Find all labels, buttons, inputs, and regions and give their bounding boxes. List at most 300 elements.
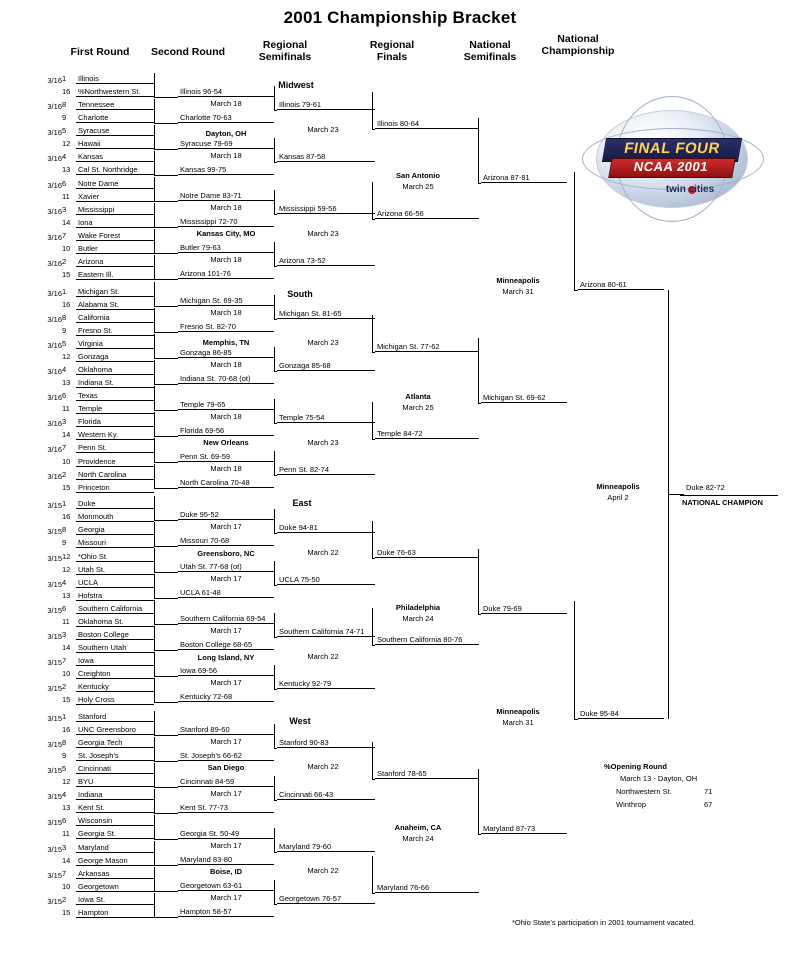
first-round-site: Kansas City, MO [196, 229, 256, 238]
connector-line [274, 138, 275, 162]
team-seed: 9 [62, 113, 67, 123]
second-round-score: Georgetown 63-61 [178, 880, 274, 891]
second-round-score: Florida 69-56 [178, 425, 274, 436]
second-round-date: March 17 [210, 678, 242, 687]
connector-line [154, 334, 155, 358]
connector-line [274, 509, 275, 533]
connector-line [274, 399, 275, 423]
connector-line [154, 227, 178, 228]
regional-final-site: Atlanta [405, 392, 431, 401]
first-round-team: Gonzaga [76, 351, 154, 362]
second-round-score: North Carolina 70-48 [178, 477, 274, 488]
column-header-4 [445, 39, 535, 63]
connector-line [274, 451, 275, 475]
first-round-team: Western Ky. [76, 429, 154, 440]
champion-label: NATIONAL CHAMPION [682, 498, 763, 507]
team-seed: 7 [62, 230, 67, 240]
connector-line [574, 172, 575, 290]
first-round-team: Charlotte [76, 112, 154, 123]
connector-line [574, 601, 575, 719]
first-round-team: Hawaii [76, 138, 154, 149]
connector-line [154, 841, 155, 865]
first-round-team: North Carolina [76, 469, 154, 480]
second-round-date: March 18 [210, 308, 242, 317]
regional-final-score: Maryland 76-66 [375, 882, 479, 893]
first-round-date: 3/16 [47, 102, 62, 112]
column-header-2 [240, 39, 330, 63]
team-seed: 10 [62, 243, 71, 253]
first-round-team: Eastern Ill. [76, 269, 154, 280]
team-seed: 14 [62, 855, 71, 865]
second-round-date: March 17 [210, 893, 242, 902]
championship-game-score: Duke 95-84 [578, 708, 664, 719]
semifinal-site: Minneapolis [496, 707, 540, 716]
final-four-logo [596, 110, 748, 208]
second-round-score: Charlotte 70-63 [178, 112, 274, 123]
connector-line [478, 549, 479, 614]
team-seed: 12 [62, 551, 71, 561]
first-round-team: Florida [76, 416, 154, 427]
connector-line [154, 546, 178, 547]
connector-line [274, 585, 277, 586]
connector-line [154, 410, 178, 411]
connector-line [154, 548, 155, 572]
connector-line [154, 761, 178, 762]
connector-line [154, 787, 178, 788]
connector-line [154, 436, 178, 437]
first-round-team: Boston College [76, 629, 154, 640]
first-round-team: Stanford [76, 711, 154, 722]
connector-line [154, 386, 155, 410]
connector-line [372, 645, 375, 646]
regional-semifinal-score: Maryland 79-60 [277, 841, 375, 852]
regional-semifinal-score: Mississippi 59-56 [277, 203, 375, 214]
connector-line [154, 332, 178, 333]
connector-line [154, 308, 155, 332]
connector-line [154, 358, 178, 359]
second-round-score: Butler 79-63 [178, 242, 274, 253]
first-round-team: BYU [76, 776, 154, 787]
first-round-date: 3/16 [47, 206, 62, 216]
first-round-team: UNC Greensboro [76, 724, 154, 735]
logo-ncaa-text: NCAA 2001 [632, 159, 710, 174]
first-round-date: 3/15 [47, 713, 62, 723]
opening-round-site: March 13 - Dayton, OH [620, 774, 698, 783]
team-seed: 16 [62, 724, 71, 734]
connector-line [372, 129, 375, 130]
connector-line [274, 475, 277, 476]
regional-final-date: March 25 [402, 182, 434, 191]
first-round-date: 3/15 [47, 605, 62, 615]
semifinal-date: March 31 [502, 287, 534, 296]
first-round-team: Tennessee [76, 99, 154, 110]
connector-line [154, 462, 178, 463]
first-round-date: 3/16 [47, 288, 62, 298]
second-round-score: UCLA 61-48 [178, 587, 274, 598]
connector-line [154, 412, 155, 436]
second-round-score: Kentucky 72-68 [178, 691, 274, 702]
second-round-score: Gonzaga 86-85 [178, 347, 274, 358]
first-round-team: Maryland [76, 842, 154, 853]
regional-final-date: March 25 [402, 403, 434, 412]
connector-line [154, 123, 178, 124]
connector-line [154, 572, 178, 573]
regional-semifinal-score: Stanford 90-83 [277, 737, 375, 748]
second-round-score: Temple 79-65 [178, 399, 274, 410]
first-round-site: Long Island, NY [197, 653, 255, 662]
first-round-team: Arizona [76, 256, 154, 267]
first-round-date: 3/15 [47, 792, 62, 802]
team-seed: 6 [62, 603, 67, 613]
team-seed: 1 [62, 711, 67, 721]
first-round-date: 3/16 [47, 340, 62, 350]
team-seed: 3 [62, 842, 67, 852]
first-round-team: Cal St. Northridge [76, 164, 154, 175]
column-header-line: Finals [376, 51, 408, 63]
first-round-team: Monmouth [76, 511, 154, 522]
column-header-1 [143, 46, 233, 58]
team-seed: 8 [62, 100, 67, 110]
first-round-team: Hofstra [76, 590, 154, 601]
first-round-team: Virginia [76, 338, 154, 349]
first-round-team: Princeton [76, 482, 154, 493]
first-round-team: Butler [76, 243, 154, 254]
connector-line [154, 678, 155, 702]
connector-line [372, 315, 373, 352]
regional-final-score: Southern California 80-76 [375, 634, 479, 645]
first-round-team: Notre Dame [76, 178, 154, 189]
column-header-line: Second Round [150, 46, 226, 58]
first-round-site: Greensboro, NC [197, 549, 255, 558]
team-seed: 3 [62, 204, 67, 214]
team-seed: 5 [62, 338, 67, 348]
connector-line [154, 99, 155, 123]
first-round-team: Southern California [76, 603, 154, 614]
connector-line [574, 719, 578, 720]
connector-line [154, 867, 155, 891]
connector-line [274, 852, 277, 853]
connector-line [154, 175, 178, 176]
team-seed: 10 [62, 881, 71, 891]
first-round-team: Southern Utah [76, 642, 154, 653]
team-seed: 9 [62, 325, 67, 335]
championship-game-score: Arizona 80-61 [578, 279, 664, 290]
regional-final-score: Michigan St. 77-62 [375, 341, 479, 352]
team-seed: 2 [62, 894, 67, 904]
first-round-team: Illinois [76, 73, 154, 84]
connector-line [478, 403, 481, 404]
connector-line [478, 338, 479, 403]
second-round-date: March 18 [210, 255, 242, 264]
first-round-date: 3/16 [47, 180, 62, 190]
connector-line [274, 665, 275, 689]
connector-line [274, 561, 275, 585]
connector-line [372, 558, 375, 559]
connector-line [154, 229, 155, 253]
first-round-date: 3/16 [47, 232, 62, 242]
team-seed: 9 [62, 751, 67, 761]
connector-line [372, 402, 373, 439]
second-round-score: Maryland 83-80 [178, 854, 274, 865]
connector-line [154, 737, 155, 761]
regional-semifinal-score: Temple 75-54 [277, 412, 375, 423]
second-round-score: Duke 95-52 [178, 509, 274, 520]
connector-line [154, 650, 178, 651]
regional-final-date: March 24 [402, 614, 434, 623]
first-round-team: Indiana [76, 789, 154, 800]
first-round-team: Wisconsin [76, 815, 154, 826]
team-seed: 6 [62, 178, 67, 188]
connector-line [154, 520, 178, 521]
first-round-site: Memphis, TN [202, 338, 250, 347]
logo-final-four-text: FINAL FOUR [622, 140, 722, 157]
connector-line [372, 182, 373, 219]
first-round-date: 3/15 [47, 844, 62, 854]
first-round-date: 3/15 [47, 527, 62, 537]
connector-line [372, 856, 373, 893]
team-seed: 8 [62, 738, 67, 747]
first-round-team: Providence [76, 456, 154, 467]
connector-line [154, 891, 178, 892]
connector-line [154, 652, 155, 676]
column-header-line: Regional [369, 39, 415, 51]
connector-line [154, 813, 178, 814]
team-seed: 4 [62, 790, 67, 800]
connector-line [274, 423, 277, 424]
team-seed: 14 [62, 217, 71, 227]
team-seed: 7 [62, 656, 67, 666]
team-seed: 11 [62, 191, 70, 201]
connector-line [154, 522, 155, 546]
second-round-date: March 18 [210, 99, 242, 108]
first-round-team: California [76, 312, 154, 323]
connector-line [274, 776, 275, 800]
connector-line [274, 347, 275, 371]
second-round-date: March 17 [210, 522, 242, 531]
column-header-line: First Round [70, 46, 130, 58]
regional-semifinal-date: March 23 [307, 229, 339, 238]
regional-semifinal-date: March 22 [307, 866, 339, 875]
region-name-0: Midwest [278, 80, 314, 90]
first-round-team: *Ohio St. [76, 551, 154, 562]
regional-semifinal-score: UCLA 75-50 [277, 574, 375, 585]
second-round-date: March 18 [210, 360, 242, 369]
team-seed: 3 [62, 417, 67, 427]
first-round-site: Boise, ID [209, 867, 243, 876]
first-round-team: Alabama St. [76, 299, 154, 310]
first-round-date: 3/15 [47, 818, 62, 828]
team-seed: 8 [62, 312, 67, 322]
region-name-3: West [289, 716, 311, 726]
first-round-site: New Orleans [203, 438, 249, 447]
first-round-date: 3/16 [47, 393, 62, 403]
first-round-team: Creighton [76, 668, 154, 679]
first-round-team: Michigan St. [76, 286, 154, 297]
team-seed: 7 [62, 868, 67, 878]
connector-line [274, 214, 277, 215]
team-seed: 8 [62, 525, 67, 535]
first-round-team: Oklahoma St. [76, 616, 154, 627]
first-round-date: 3/16 [47, 445, 62, 455]
column-header-line: Championship [541, 45, 615, 57]
connector-line [154, 598, 178, 599]
first-round-team: Kansas [76, 151, 154, 162]
opening-round-heading: %Opening Round [604, 762, 667, 771]
first-round-date: 3/15 [47, 579, 62, 589]
connector-line [154, 125, 155, 149]
second-round-date: March 17 [210, 737, 242, 746]
first-round-team: Missouri [76, 537, 154, 548]
column-header-line: National [469, 39, 511, 51]
footnote: *Ohio State's participation in 2001 tournament vacated. [512, 918, 696, 927]
first-round-team: St. Joseph's [76, 750, 154, 761]
connector-line [154, 624, 178, 625]
connector-line [154, 203, 155, 227]
second-round-date: March 18 [210, 151, 242, 160]
connector-line [372, 352, 375, 353]
team-seed: 4 [62, 365, 67, 375]
second-round-score: Iowa 69-56 [178, 665, 274, 676]
connector-line [274, 880, 275, 904]
connector-line [478, 118, 479, 183]
connector-line [154, 306, 178, 307]
connector-line [274, 242, 275, 266]
team-seed: 5 [62, 126, 67, 136]
team-seed: 16 [62, 87, 71, 97]
connector-line [154, 574, 155, 598]
second-round-score: Michigan St. 69-35 [178, 295, 274, 306]
first-round-date: 3/15 [47, 658, 62, 668]
second-round-score: Illinois 96-54 [178, 86, 274, 97]
team-seed: 12 [62, 777, 71, 787]
second-round-score: Georgia St. 50-49 [178, 828, 274, 839]
regional-semifinal-date: March 22 [307, 762, 339, 771]
logo-twincities-text: twin cities [665, 184, 715, 195]
connector-line [154, 73, 155, 97]
first-round-date: 3/16 [47, 76, 62, 85]
region-name-1: South [287, 289, 313, 299]
first-round-team: Syracuse [76, 125, 154, 136]
connector-line [154, 279, 178, 280]
first-round-team: Cincinnati [76, 763, 154, 774]
first-round-date: 3/15 [47, 740, 62, 749]
second-round-score: Boston College 68-65 [178, 639, 274, 650]
column-header-line: Semifinals [258, 51, 312, 63]
column-header-3 [347, 39, 437, 63]
first-round-date: 3/15 [47, 896, 62, 906]
connector-line [154, 496, 155, 520]
first-round-team: Indiana St. [76, 377, 154, 388]
team-seed: 1 [62, 499, 67, 509]
first-round-team: Georgia [76, 524, 154, 535]
national-semifinal-score: Michigan St. 69-62 [481, 392, 567, 403]
first-round-team: Mississippi [76, 204, 154, 215]
connector-line [274, 162, 277, 163]
regional-semifinal-score: Southern California 74-71 [277, 626, 375, 637]
team-seed: 1 [62, 286, 67, 296]
national-semifinal-score: Maryland 87-73 [481, 823, 567, 834]
connector-line [154, 676, 178, 677]
team-seed: 2 [62, 256, 67, 266]
column-header-line: National [557, 33, 599, 45]
connector-line [372, 742, 373, 779]
connector-line [372, 92, 373, 129]
second-round-date: March 17 [210, 789, 242, 798]
connector-line [154, 201, 178, 202]
opening-round-score2: 67 [704, 800, 713, 809]
team-seed: 12 [62, 139, 71, 149]
first-round-team: Holy Cross [76, 694, 154, 705]
regional-semifinal-date: March 22 [307, 652, 339, 661]
team-seed: 15 [62, 907, 71, 917]
team-seed: 7 [62, 443, 67, 453]
first-round-team: Iona [76, 217, 154, 228]
region-name-2: East [292, 498, 312, 508]
first-round-team: George Mason [76, 855, 154, 866]
second-round-score: Arizona 101-76 [178, 268, 274, 279]
regional-semifinal-score: Kansas 87-58 [277, 151, 375, 162]
team-seed: 9 [62, 538, 67, 548]
first-round-team: Iowa St. [76, 894, 154, 905]
first-round-team: Georgetown [76, 881, 154, 892]
opening-round-team1: Northwestern St. [616, 787, 672, 796]
team-seed: 1 [62, 74, 67, 83]
champion-underline [680, 495, 778, 496]
first-round-team: Arkansas [76, 868, 154, 879]
second-round-score: Penn St. 69-59 [178, 451, 274, 462]
regional-semifinal-date: March 23 [307, 125, 339, 134]
connector-line [478, 183, 481, 184]
first-round-team: Texas [76, 390, 154, 401]
regional-semifinal-score: Cincinnati 66-43 [277, 789, 375, 800]
first-round-team: Georgia Tech [76, 737, 154, 748]
first-round-date: 3/15 [47, 553, 62, 563]
connector-line [154, 253, 178, 254]
connector-line [574, 290, 578, 291]
regional-semifinal-score: Michigan St. 81-65 [277, 308, 375, 319]
team-seed: 2 [62, 469, 67, 479]
championship-site: Minneapolis [596, 482, 640, 491]
connector-line [154, 177, 155, 201]
team-seed: 13 [62, 378, 71, 388]
second-round-score: Kent St. 77-73 [178, 802, 274, 813]
team-seed: 4 [62, 152, 67, 162]
first-round-team: Hampton [76, 907, 154, 918]
regional-semifinal-score: Georgetown 76-57 [277, 893, 375, 904]
first-round-date: 3/16 [47, 314, 62, 324]
regional-final-score: Stanford 78-65 [375, 768, 479, 779]
connector-line [274, 689, 277, 690]
team-seed: 16 [62, 299, 71, 309]
connector-line [274, 110, 277, 111]
second-round-score: Utah St. 77-68 (ot) [178, 561, 274, 572]
regional-semifinal-score: Duke 94-81 [277, 522, 375, 533]
first-round-team: Penn St. [76, 442, 154, 453]
second-round-score: Missouri 70-68 [178, 535, 274, 546]
connector-line [274, 724, 275, 748]
connector-line [274, 904, 277, 905]
first-round-date: 3/15 [47, 684, 62, 694]
column-header-0 [55, 46, 145, 58]
connector-line [154, 360, 155, 384]
first-round-site: San Diego [207, 763, 245, 772]
second-round-date: March 18 [210, 464, 242, 473]
opening-round-team2: Winthrop [616, 800, 647, 809]
connector-line [154, 815, 155, 839]
team-seed: 5 [62, 764, 67, 774]
semifinal-site: Minneapolis [496, 276, 540, 285]
column-header-line: Regional [262, 39, 308, 51]
